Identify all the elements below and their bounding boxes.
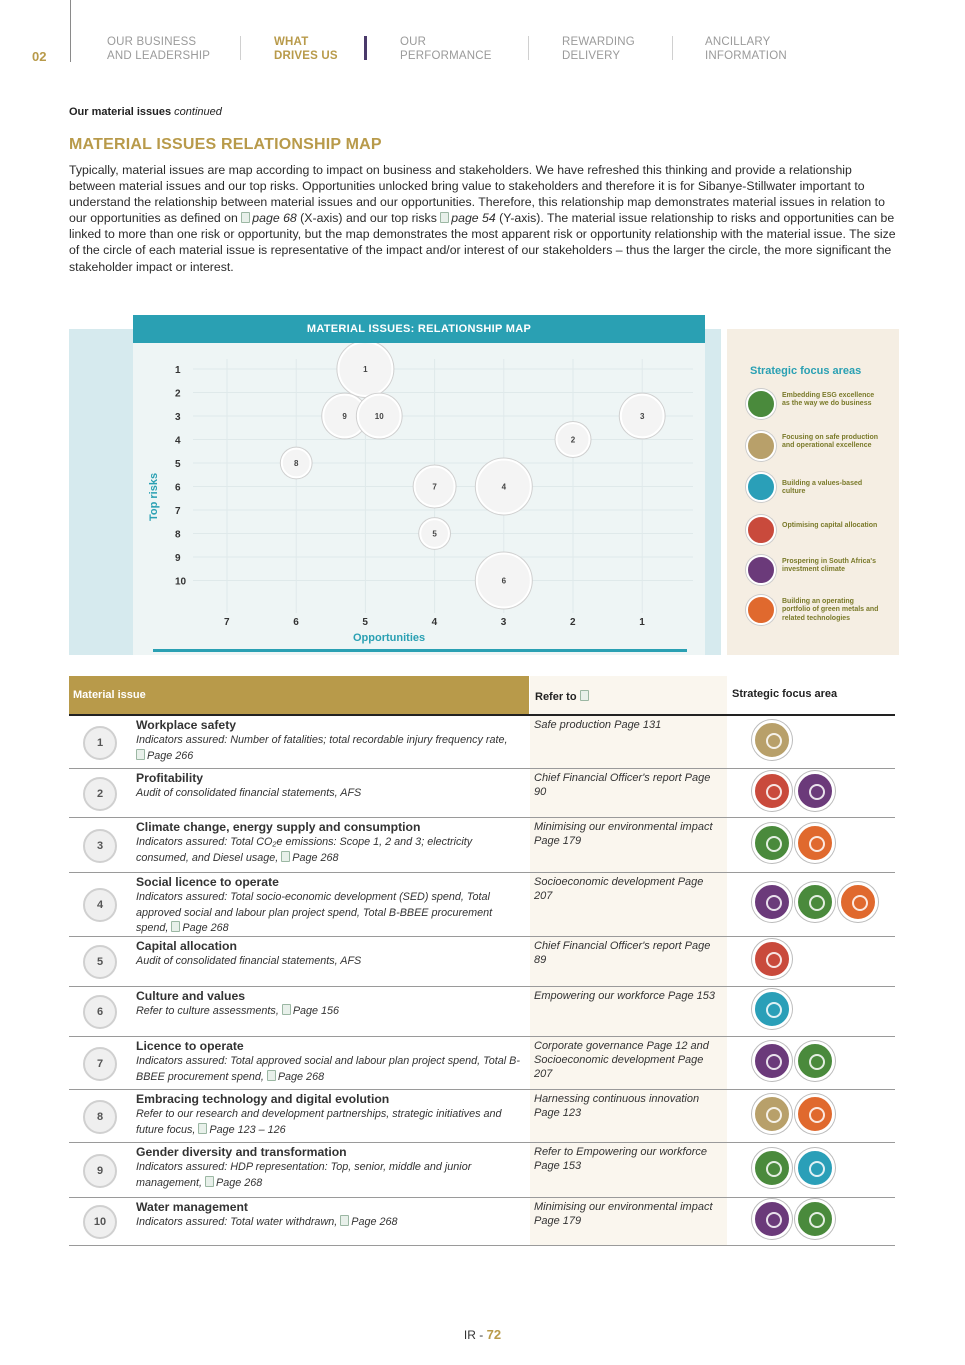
y-tick-label: 1	[175, 365, 181, 376]
y-tick-label: 3	[175, 412, 181, 423]
focus-icons	[752, 823, 838, 863]
y-tick-label: 5	[175, 459, 181, 470]
strategic-focus-title: Strategic focus areas	[750, 365, 862, 377]
strategic-focus-icon	[795, 1094, 835, 1134]
y-tick-label: 9	[175, 553, 181, 564]
issue-cell	[136, 939, 521, 970]
issue-name: Culture and values	[136, 989, 246, 1003]
x-tick-label: 4	[431, 617, 438, 628]
issue-cell	[136, 1092, 521, 1138]
x-tick-label: 5	[362, 617, 368, 628]
focus-icons	[752, 1199, 838, 1239]
globe-icon	[746, 555, 776, 585]
refer-to-text[interactable]: Empowering our workforce Page 153	[534, 990, 715, 1002]
issue-cell	[136, 989, 521, 1020]
issue-indicators: Indicators assured: Total CO₂e emissions: Scope 1, 2 and 3; electricity consumed, and Diesel usage, Page 268	[136, 836, 473, 864]
issue-indicators: Indicators assured: HDP representation: Top, senior, middle and junior management, Page 268	[136, 1161, 472, 1189]
table-row	[69, 1198, 895, 1246]
strategic-focus-icon	[752, 823, 792, 863]
material-issues-table	[69, 676, 895, 1246]
section-kicker: Our material issues continued	[69, 106, 222, 118]
strategic-focus-icon	[752, 989, 792, 1029]
bubble-label: 10	[374, 412, 384, 421]
scatter-chart	[133, 343, 705, 649]
issue-cell	[136, 875, 521, 937]
strategic-focus-icon	[752, 1199, 792, 1239]
issue-name: Water management	[136, 1200, 248, 1214]
y-tick-label: 10	[175, 576, 187, 588]
relationship-map-figure	[69, 315, 899, 655]
thumbs-up-icon	[746, 472, 776, 502]
x-axis-label: Opportunities	[353, 632, 426, 644]
table-row	[69, 873, 895, 937]
issue-number-badge: 5	[83, 945, 117, 979]
table-row	[69, 769, 895, 818]
issue-cell	[136, 718, 521, 764]
issue-cell	[136, 1145, 521, 1191]
document-icon	[281, 851, 290, 862]
issue-name: Workplace safety	[136, 718, 237, 732]
refer-to-text[interactable]: Harnessing continuous innovation Page 123	[534, 1093, 700, 1119]
strategic-focus-icon	[838, 882, 878, 922]
issue-number-badge: 6	[83, 995, 117, 1029]
issue-number-badge: 10	[83, 1205, 117, 1239]
issue-indicators: Indicators assured: Total approved social and labour plan project spend, Total B-BBEE procurement spend, Page 268	[136, 1055, 520, 1083]
table-row	[69, 818, 895, 873]
table-row	[69, 937, 895, 987]
table-row	[69, 1143, 895, 1198]
strategic-focus-icon	[795, 1148, 835, 1188]
issue-cell	[136, 1039, 521, 1085]
document-icon	[205, 1176, 214, 1187]
focus-icons	[752, 882, 881, 922]
focus-icons	[752, 1094, 838, 1134]
issue-number-badge: 4	[83, 888, 117, 922]
issue-number-badge: 2	[83, 777, 117, 811]
bubble-label: 2	[570, 435, 576, 445]
strategic-focus-icon	[795, 823, 835, 863]
people-circle-icon	[746, 431, 776, 461]
document-icon	[198, 1123, 207, 1134]
issue-name: Profitability	[136, 771, 204, 785]
issue-name: Climate change, energy supply and consumption	[136, 820, 421, 834]
page-ref-link[interactable]: page 54	[451, 211, 496, 226]
table-row	[69, 987, 895, 1037]
refer-to-text[interactable]: Socioeconomic development Page 207	[534, 876, 704, 902]
focus-icons	[752, 771, 838, 811]
bubble-label: 3	[639, 412, 645, 421]
focus-capital-allocation: Optimising capital allocation	[746, 515, 896, 549]
issue-name: Licence to operate	[136, 1039, 244, 1053]
issue-indicators: Indicators assured: Total water withdrawn, Page 268	[136, 1216, 398, 1228]
nav-separator	[672, 36, 673, 60]
strategic-focus-icon	[795, 882, 835, 922]
nav-our-performance[interactable]: OUR PERFORMANCE	[400, 36, 492, 62]
bubble-label: 9	[342, 412, 347, 421]
page-footer: IR - 72	[463, 1327, 502, 1342]
table-row	[69, 716, 895, 769]
issue-indicators: Audit of consolidated financial statements, AFS	[136, 955, 362, 967]
issue-number-badge: 7	[83, 1047, 117, 1081]
strategic-focus-icon	[752, 939, 792, 979]
bubble-label: 7	[432, 482, 437, 492]
y-axis-label: Top risks	[148, 472, 160, 521]
bubble-label: 5	[432, 529, 437, 539]
strategic-focus-icon	[752, 1148, 792, 1188]
document-icon	[440, 212, 449, 223]
nav-rewarding-delivery[interactable]: REWARDING DELIVERY	[562, 36, 635, 62]
refer-to-text[interactable]: Corporate governance Page 12 and Socioeconomic development Page 207	[534, 1040, 709, 1080]
table-row	[69, 1037, 895, 1090]
x-tick-label: 2	[570, 617, 576, 628]
refer-to-text[interactable]: Chief Financial Officer's report Page 90	[534, 772, 711, 798]
issue-cell	[136, 820, 521, 866]
refer-to-text[interactable]: Refer to Empowering our workforce Page 153	[534, 1146, 708, 1172]
focus-icons	[752, 1148, 838, 1188]
focus-icons	[752, 720, 795, 760]
table-header	[69, 676, 895, 716]
y-tick-label: 2	[175, 388, 181, 400]
document-icon	[171, 921, 180, 932]
y-tick-label: 6	[175, 482, 181, 494]
refer-to-text[interactable]: Minimising our environmental impact Page 179	[534, 821, 713, 847]
issue-indicators: Refer to our research and development partnerships, strategic initiatives and future focus, Page 123 – 126	[136, 1108, 502, 1136]
header-refer-to: Refer to	[530, 676, 727, 714]
focus-icons	[752, 939, 795, 979]
x-tick-label: 3	[500, 617, 507, 628]
x-tick-label: 7	[224, 617, 230, 628]
issue-name: Gender diversity and transformation	[136, 1145, 347, 1159]
issue-name: Embracing technology and digital evolution	[136, 1092, 390, 1106]
issue-cell	[136, 1200, 521, 1231]
section-number: 02	[32, 49, 47, 64]
refer-to-text[interactable]: Minimising our environmental impact Page 179	[534, 1201, 713, 1227]
strategic-focus-icon	[752, 882, 792, 922]
chart-title: MATERIAL ISSUES: RELATIONSHIP MAP	[133, 315, 705, 343]
issue-indicators: Audit of consolidated financial statements, AFS	[136, 787, 362, 799]
chart-footer-bar	[153, 649, 687, 652]
header-material-issue: Material issue	[69, 676, 529, 714]
header-strategic-focus: Strategic focus area	[732, 688, 838, 700]
issue-cell	[136, 771, 521, 802]
bubble-label: 4	[501, 482, 507, 492]
focus-icons	[752, 989, 795, 1029]
nav-our-business[interactable]: OUR BUSINESS AND LEADERSHIP	[107, 36, 211, 62]
strategic-focus-icon	[752, 1094, 792, 1134]
divider	[70, 0, 71, 62]
document-icon	[267, 1070, 276, 1081]
document-icon	[340, 1215, 349, 1226]
issue-indicators: Indicators assured: Total socio-economic development (SED) spend, Total approved social and labour plan project spend, Total B-BBEE procurement spend, Page 268	[136, 891, 493, 934]
x-tick-label: 1	[639, 617, 645, 628]
strategic-focus-icon	[795, 1041, 835, 1081]
bubble-label: 6	[501, 576, 507, 586]
nav-separator	[240, 36, 241, 60]
strategic-focus-icon	[752, 1041, 792, 1081]
table-row	[69, 1090, 895, 1143]
document-icon	[136, 749, 145, 760]
strategic-focus-icon	[752, 720, 792, 760]
document-icon	[241, 212, 250, 223]
page-number: 72	[486, 1327, 502, 1342]
issue-number-badge: 9	[83, 1154, 117, 1188]
focus-icons	[752, 1041, 838, 1081]
nav-active-marker	[364, 36, 367, 60]
issue-name: Social licence to operate	[136, 875, 279, 889]
document-icon	[282, 1004, 291, 1015]
issue-indicators: Refer to culture assessments, Page 156	[136, 1005, 340, 1017]
strategic-focus-icon	[795, 1199, 835, 1239]
nav-what-drives-us[interactable]: WHAT DRIVES US	[274, 36, 338, 62]
green-metals-icon	[746, 595, 776, 625]
issue-number-badge: 3	[83, 829, 117, 863]
strategic-focus-icon	[795, 771, 835, 811]
issue-number-badge: 8	[83, 1100, 117, 1134]
focus-south-africa: Prospering in South Africa's investment climate	[746, 555, 896, 589]
nav-ancillary-information[interactable]: ANCILLARY INFORMATION	[705, 36, 787, 62]
focus-green-metals: Building an operating portfolio of green metals and related technologies	[746, 595, 896, 629]
y-tick-label: 7	[175, 506, 181, 517]
issue-indicators: Indicators assured: Number of fatalities; total recordable injury frequency rate, Page 266	[136, 734, 508, 762]
strategic-focus-icon	[752, 771, 792, 811]
focus-esg: Embedding ESG excellence as the way we do business	[746, 389, 896, 423]
focus-safe-production: Focusing on safe production and operational excellence	[746, 431, 896, 465]
y-tick-label: 4	[175, 435, 181, 447]
page-title: MATERIAL ISSUES RELATIONSHIP MAP	[69, 136, 382, 153]
issue-name: Capital allocation	[136, 939, 237, 953]
intro-paragraph: Typically, material issues are map according to impact on business and stakeholders. We have refreshed this thinking and provide a relationship between material issues and our top risks. Opportunities unlocked bring value to stakeholders and therefore it is for Sibanye-Stillwater important to understand the relationship between material issues and our opportunities. Therefore, this relationship map demonstrates material issues in relation to our opportunities as defined on page 68 (X-axis) and our top risks page 54 (Y-axis). The material issue relationship to risks and opportunities can be linked to more than one risk or opportunity, but the map demonstrates the most apparent risk or opportunity relationship with the material issue. The size of the circle of each material issue is representative of the impact and/or interest of our stakeholders – thus the larger the circle, the more significant the stakeholder impact or interest.	[69, 163, 896, 274]
bubble-label: 1	[363, 365, 368, 374]
coins-icon	[746, 515, 776, 545]
document-icon	[580, 690, 589, 701]
issue-number-badge: 1	[83, 726, 117, 760]
nav-separator	[528, 36, 529, 60]
focus-values-culture: Building a values-based culture	[746, 472, 896, 506]
page-ref-link[interactable]: page 68	[252, 211, 297, 226]
top-navigation	[0, 0, 965, 70]
y-tick-label: 8	[175, 529, 181, 541]
bubble-label: 8	[293, 459, 299, 468]
leaf-hands-icon	[746, 389, 776, 419]
refer-to-text[interactable]: Safe production Page 131	[534, 719, 662, 731]
refer-to-text[interactable]: Chief Financial Officer's report Page 89	[534, 940, 711, 966]
x-tick-label: 6	[293, 617, 299, 628]
